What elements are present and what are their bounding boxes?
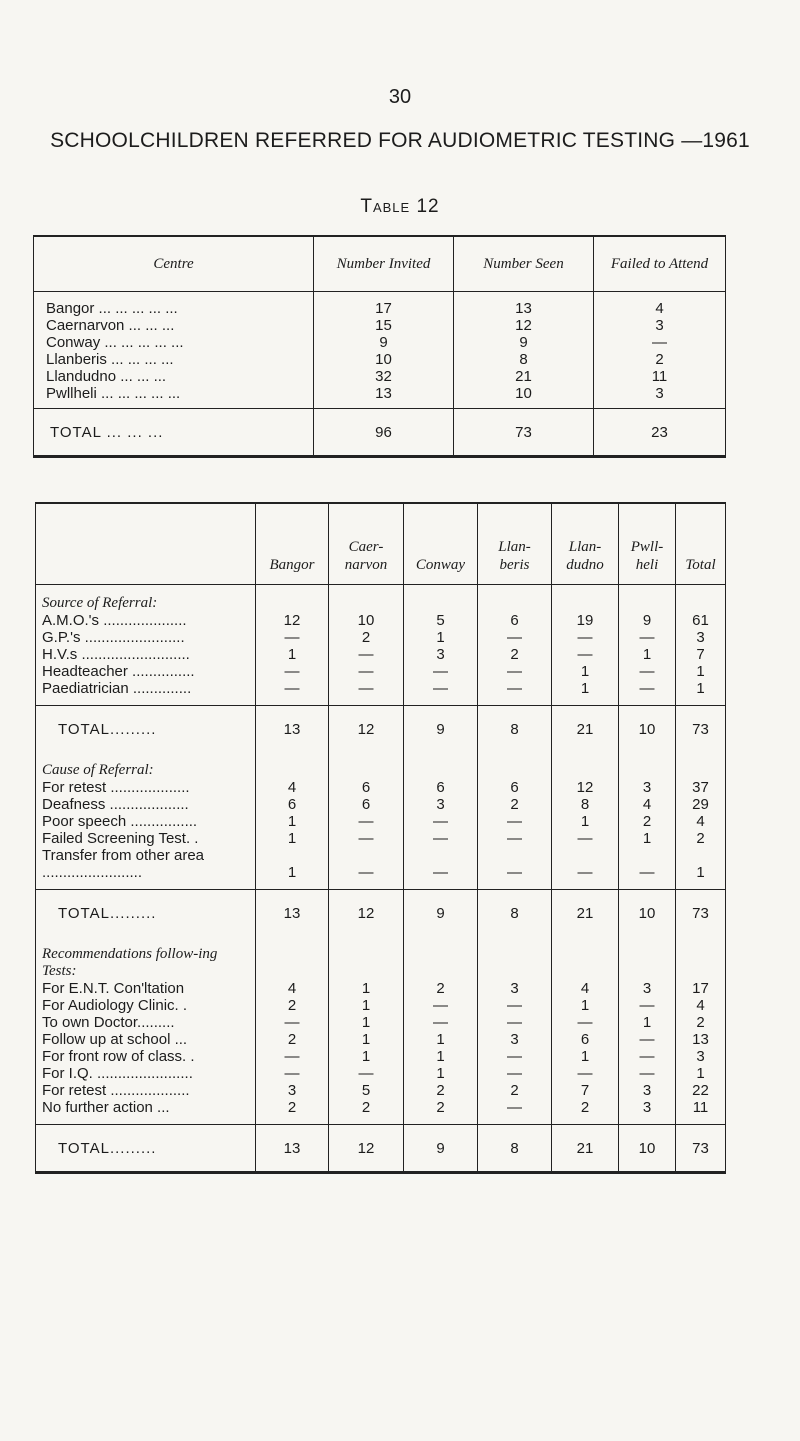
cell-value: — — [619, 680, 676, 706]
page-number: 30 — [388, 86, 412, 108]
cell-value: 9 — [619, 612, 676, 629]
cell-value: — — [478, 847, 552, 890]
section-title: Recommendations follow-ing Tests: — [42, 946, 218, 979]
empty-cell — [619, 585, 676, 613]
cell-value: 3 — [619, 1099, 676, 1125]
table-row — [36, 1014, 726, 1031]
cell-value: — — [478, 813, 552, 830]
cell-value: — — [256, 629, 329, 646]
number-invited: 15 — [314, 317, 454, 334]
total-seen: 73 — [454, 409, 594, 457]
total-label: TOTAL......... — [36, 1125, 256, 1173]
cell-value: 1 — [676, 847, 726, 890]
number-seen: 21 — [454, 368, 594, 385]
header-row — [36, 503, 726, 585]
row-label: A.M.O.'s .................... — [42, 612, 187, 629]
table-row — [36, 980, 726, 997]
cell-value: — — [329, 830, 404, 847]
cell-value: — — [404, 830, 478, 847]
row-label: For retest ................... — [42, 779, 190, 796]
cell-value: — — [404, 663, 478, 680]
section-title: Cause of Referral: — [42, 762, 154, 778]
number-seen: 10 — [454, 385, 594, 409]
cell-value: — — [619, 663, 676, 680]
empty-cell — [329, 585, 404, 613]
failed-to-attend: 3 — [594, 385, 726, 409]
header-number-seen: Number Seen — [454, 236, 594, 292]
attendance-table — [33, 235, 726, 458]
referral-table — [35, 502, 726, 1174]
empty-cell — [676, 585, 726, 613]
number-seen: 8 — [454, 351, 594, 368]
failed-to-attend: 2 — [594, 351, 726, 368]
header-llandudno: Llan- dudno — [552, 503, 619, 585]
total-value: 21 — [552, 1125, 619, 1173]
empty-cell — [478, 752, 552, 779]
cell-value: 3 — [404, 646, 478, 663]
failed-to-attend: 4 — [594, 292, 726, 318]
cell-value: 1 — [329, 1014, 404, 1031]
cell-value: 3 — [676, 629, 726, 646]
cell-value: 1 — [329, 980, 404, 997]
row-label: For front row of class. . — [42, 1048, 195, 1065]
cell-value: — — [404, 680, 478, 706]
cell-value: — — [256, 1014, 329, 1031]
total-value: 12 — [329, 706, 404, 753]
row-label: Transfer from other area ........................ — [42, 847, 205, 881]
cell-value: — — [552, 830, 619, 847]
table-row — [36, 663, 726, 680]
row-label: Follow up at school ... — [42, 1031, 188, 1048]
empty-cell — [329, 936, 404, 980]
row-label: H.V.s .......................... — [42, 646, 190, 663]
number-invited: 13 — [314, 385, 454, 409]
table-row — [34, 292, 726, 318]
total-value: 13 — [256, 890, 329, 937]
cell-value: 3 — [619, 980, 676, 997]
table-row — [36, 1048, 726, 1065]
total-value: 10 — [619, 890, 676, 937]
empty-cell — [676, 936, 726, 980]
empty-cell — [619, 752, 676, 779]
table-row — [34, 317, 726, 334]
empty-cell — [552, 936, 619, 980]
cell-value: 3 — [676, 1048, 726, 1065]
total-value: 73 — [676, 890, 726, 937]
table-row — [36, 1099, 726, 1125]
empty-cell — [256, 936, 329, 980]
cell-value: — — [404, 813, 478, 830]
cell-value: 13 — [676, 1031, 726, 1048]
cell-value: 2 — [619, 813, 676, 830]
table-row — [34, 385, 726, 409]
cell-value: 12 — [552, 779, 619, 796]
cell-value: 1 — [256, 646, 329, 663]
cell-value: 61 — [676, 612, 726, 629]
total-value: 21 — [552, 890, 619, 937]
cell-value: 2 — [256, 997, 329, 1014]
cell-value: 1 — [676, 680, 726, 706]
row-label: Failed Screening Test. . — [42, 830, 199, 847]
cell-value: 1 — [552, 997, 619, 1014]
total-value: 8 — [478, 890, 552, 937]
row-label: To own Doctor......... — [42, 1014, 175, 1031]
cell-value: — — [619, 1048, 676, 1065]
cell-value: 2 — [256, 1031, 329, 1048]
cell-value: 4 — [256, 980, 329, 997]
cell-value: 2 — [478, 796, 552, 813]
table-row — [36, 997, 726, 1014]
total-failed: 23 — [594, 409, 726, 457]
total-value: 13 — [256, 1125, 329, 1173]
row-label: For Audiology Clinic. . — [42, 997, 188, 1014]
cell-value: — — [619, 629, 676, 646]
empty-cell — [619, 936, 676, 980]
row-label: Poor speech ................ — [42, 813, 198, 830]
empty-cell — [404, 752, 478, 779]
cell-value: — — [619, 1065, 676, 1082]
total-label: TOTAL......... — [36, 706, 256, 753]
row-label: For E.N.T. Con'ltation — [42, 980, 185, 997]
table-row — [36, 779, 726, 796]
cell-value: 6 — [478, 612, 552, 629]
cell-value: 17 — [676, 980, 726, 997]
cell-value: 1 — [404, 629, 478, 646]
total-label: TOTAL......... — [36, 890, 256, 937]
cell-value: — — [619, 997, 676, 1014]
total-value: 8 — [478, 706, 552, 753]
cell-value: 37 — [676, 779, 726, 796]
cell-value: — — [552, 629, 619, 646]
total-value: 73 — [676, 1125, 726, 1173]
number-invited: 9 — [314, 334, 454, 351]
cell-value: 6 — [404, 779, 478, 796]
cell-value: 11 — [676, 1099, 726, 1125]
total-value: 8 — [478, 1125, 552, 1173]
cell-value: 3 — [619, 779, 676, 796]
cell-value: — — [478, 680, 552, 706]
centre-name: Conway ... ... ... ... ... — [46, 334, 184, 351]
header-row — [34, 236, 726, 292]
cell-value: 4 — [676, 813, 726, 830]
header-failed-to-attend: Failed to Attend — [594, 236, 726, 292]
table-row — [36, 1065, 726, 1082]
cell-value: 12 — [256, 612, 329, 629]
total-value: 73 — [676, 706, 726, 753]
centre-name: Caernarvon ... ... ... — [46, 317, 175, 334]
row-label: Paediatrician .............. — [42, 680, 192, 697]
cell-value: 1 — [404, 1048, 478, 1065]
failed-to-attend: — — [594, 334, 726, 351]
cell-value: — — [329, 646, 404, 663]
header-blank — [36, 503, 256, 585]
cell-value: — — [619, 1031, 676, 1048]
empty-cell — [256, 752, 329, 779]
cell-value: — — [478, 1065, 552, 1082]
cell-value: 4 — [676, 997, 726, 1014]
cell-value: 1 — [552, 1048, 619, 1065]
cell-value: — — [552, 646, 619, 663]
header-number-invited: Number Invited — [314, 236, 454, 292]
failed-to-attend: 3 — [594, 317, 726, 334]
total-label: TOTAL ... ... ... — [34, 409, 314, 457]
total-value: 9 — [404, 890, 478, 937]
cell-value: 3 — [256, 1082, 329, 1099]
table-label: Table 12 — [360, 196, 440, 217]
empty-cell — [404, 936, 478, 980]
cell-value: 2 — [256, 1099, 329, 1125]
empty-cell — [404, 585, 478, 613]
cell-value: — — [478, 997, 552, 1014]
cell-value: 29 — [676, 796, 726, 813]
total-value: 10 — [619, 706, 676, 753]
centre-name: Llanberis ... ... ... ... — [46, 351, 174, 368]
table-row — [34, 351, 726, 368]
table-row — [36, 646, 726, 663]
number-invited: 17 — [314, 292, 454, 318]
total-row — [36, 706, 726, 753]
table-row — [36, 1082, 726, 1099]
cell-value: 1 — [619, 830, 676, 847]
total-value: 13 — [256, 706, 329, 753]
total-row — [36, 890, 726, 937]
cell-value: 22 — [676, 1082, 726, 1099]
row-label: Headteacher ............... — [42, 663, 195, 680]
row-label: Deafness ................... — [42, 796, 189, 813]
cell-value: 4 — [552, 980, 619, 997]
cell-value: 4 — [619, 796, 676, 813]
cell-value: — — [552, 1014, 619, 1031]
number-seen: 13 — [454, 292, 594, 318]
cell-value: 2 — [329, 1099, 404, 1125]
total-invited: 96 — [314, 409, 454, 457]
header-centre: Centre — [34, 236, 314, 292]
table-row — [34, 368, 726, 385]
cell-value: 5 — [404, 612, 478, 629]
cell-value: 1 — [329, 1031, 404, 1048]
cell-value: — — [619, 847, 676, 890]
cell-value: 19 — [552, 612, 619, 629]
cell-value: 6 — [329, 796, 404, 813]
row-label: G.P.'s ........................ — [42, 629, 185, 646]
cell-value: 2 — [478, 646, 552, 663]
failed-to-attend: 11 — [594, 368, 726, 385]
cell-value: 1 — [552, 813, 619, 830]
cell-value: — — [256, 1065, 329, 1082]
cell-value: 1 — [619, 1014, 676, 1031]
cell-value: — — [329, 1065, 404, 1082]
cell-value: 1 — [676, 663, 726, 680]
total-value: 21 — [552, 706, 619, 753]
cell-value: 6 — [552, 1031, 619, 1048]
empty-cell — [552, 585, 619, 613]
cell-value: — — [478, 1048, 552, 1065]
cell-value: — — [404, 997, 478, 1014]
number-invited: 32 — [314, 368, 454, 385]
cell-value: 2 — [676, 830, 726, 847]
cell-value: 1 — [404, 1065, 478, 1082]
total-row — [36, 1125, 726, 1173]
row-label: For retest ................... — [42, 1082, 190, 1099]
cell-value: 3 — [619, 1082, 676, 1099]
cell-value: 1 — [619, 646, 676, 663]
cell-value: 5 — [329, 1082, 404, 1099]
cell-value: 2 — [404, 1099, 478, 1125]
number-seen: 12 — [454, 317, 594, 334]
number-seen: 9 — [454, 334, 594, 351]
cell-value: — — [404, 1014, 478, 1031]
cell-value: — — [329, 663, 404, 680]
header-bangor: Bangor — [256, 503, 329, 585]
header-pwllheli: Pwll- heli — [619, 503, 676, 585]
cell-value: 2 — [676, 1014, 726, 1031]
cell-value: 3 — [404, 796, 478, 813]
cell-value: — — [478, 1014, 552, 1031]
row-label: No further action ... — [42, 1099, 170, 1116]
table-row — [36, 830, 726, 847]
empty-cell — [478, 585, 552, 613]
header-caernarvon: Caer- narvon — [329, 503, 404, 585]
cell-value: 8 — [552, 796, 619, 813]
cell-value: 1 — [552, 680, 619, 706]
table-row — [36, 813, 726, 830]
cell-value: 1 — [256, 847, 329, 890]
cell-value: 2 — [552, 1099, 619, 1125]
cell-value: — — [478, 1099, 552, 1125]
cell-value: 7 — [676, 646, 726, 663]
row-label: For I.Q. ....................... — [42, 1065, 193, 1082]
total-value: 12 — [329, 890, 404, 937]
total-value: 9 — [404, 706, 478, 753]
empty-cell — [552, 752, 619, 779]
section-title-row — [36, 936, 726, 980]
cell-value: — — [478, 629, 552, 646]
empty-cell — [256, 585, 329, 613]
header-conway: Conway — [404, 503, 478, 585]
cell-value: 2 — [329, 629, 404, 646]
table-row — [34, 334, 726, 351]
cell-value: 3 — [478, 980, 552, 997]
cell-value: 6 — [478, 779, 552, 796]
centre-name: Pwllheli ... ... ... ... ... — [46, 385, 181, 402]
cell-value: 1 — [329, 1048, 404, 1065]
cell-value: — — [552, 847, 619, 890]
cell-value: — — [404, 847, 478, 890]
cell-value: — — [329, 680, 404, 706]
total-value: 9 — [404, 1125, 478, 1173]
cell-value: — — [478, 830, 552, 847]
cell-value: — — [329, 813, 404, 830]
cell-value: 1 — [552, 663, 619, 680]
section-title-row — [36, 585, 726, 613]
cell-value: 10 — [329, 612, 404, 629]
page-title: SCHOOLCHILDREN REFERRED FOR AUDIOMETRIC TESTING —1961 — [50, 129, 750, 152]
empty-cell — [329, 752, 404, 779]
cell-value: — — [478, 663, 552, 680]
cell-value: 1 — [256, 813, 329, 830]
cell-value: 4 — [256, 779, 329, 796]
empty-cell — [478, 936, 552, 980]
header-llanberis: Llan- beris — [478, 503, 552, 585]
centre-name: Llandudno ... ... ... — [46, 368, 167, 385]
centre-name: Bangor ... ... ... ... ... — [46, 300, 178, 317]
cell-value: — — [256, 663, 329, 680]
cell-value: 1 — [676, 1065, 726, 1082]
cell-value: — — [329, 847, 404, 890]
cell-value: 6 — [329, 779, 404, 796]
number-invited: 10 — [314, 351, 454, 368]
cell-value: 1 — [404, 1031, 478, 1048]
total-value: 10 — [619, 1125, 676, 1173]
cell-value: 7 — [552, 1082, 619, 1099]
cell-value: 1 — [256, 830, 329, 847]
table-row — [36, 847, 726, 890]
section-title-row — [36, 752, 726, 779]
cell-value: 2 — [404, 980, 478, 997]
table-row — [36, 1031, 726, 1048]
cell-value: — — [256, 680, 329, 706]
header-total: Total — [676, 503, 726, 585]
table-row — [36, 680, 726, 706]
cell-value: 1 — [329, 997, 404, 1014]
table-row — [36, 796, 726, 813]
cell-value: 3 — [478, 1031, 552, 1048]
empty-cell — [676, 752, 726, 779]
cell-value: 2 — [478, 1082, 552, 1099]
total-value: 12 — [329, 1125, 404, 1173]
table-row — [36, 612, 726, 629]
cell-value: — — [552, 1065, 619, 1082]
cell-value: — — [256, 1048, 329, 1065]
table-row — [36, 629, 726, 646]
cell-value: 2 — [404, 1082, 478, 1099]
cell-value: 6 — [256, 796, 329, 813]
section-title: Source of Referral: — [42, 595, 158, 611]
total-row — [34, 409, 726, 457]
